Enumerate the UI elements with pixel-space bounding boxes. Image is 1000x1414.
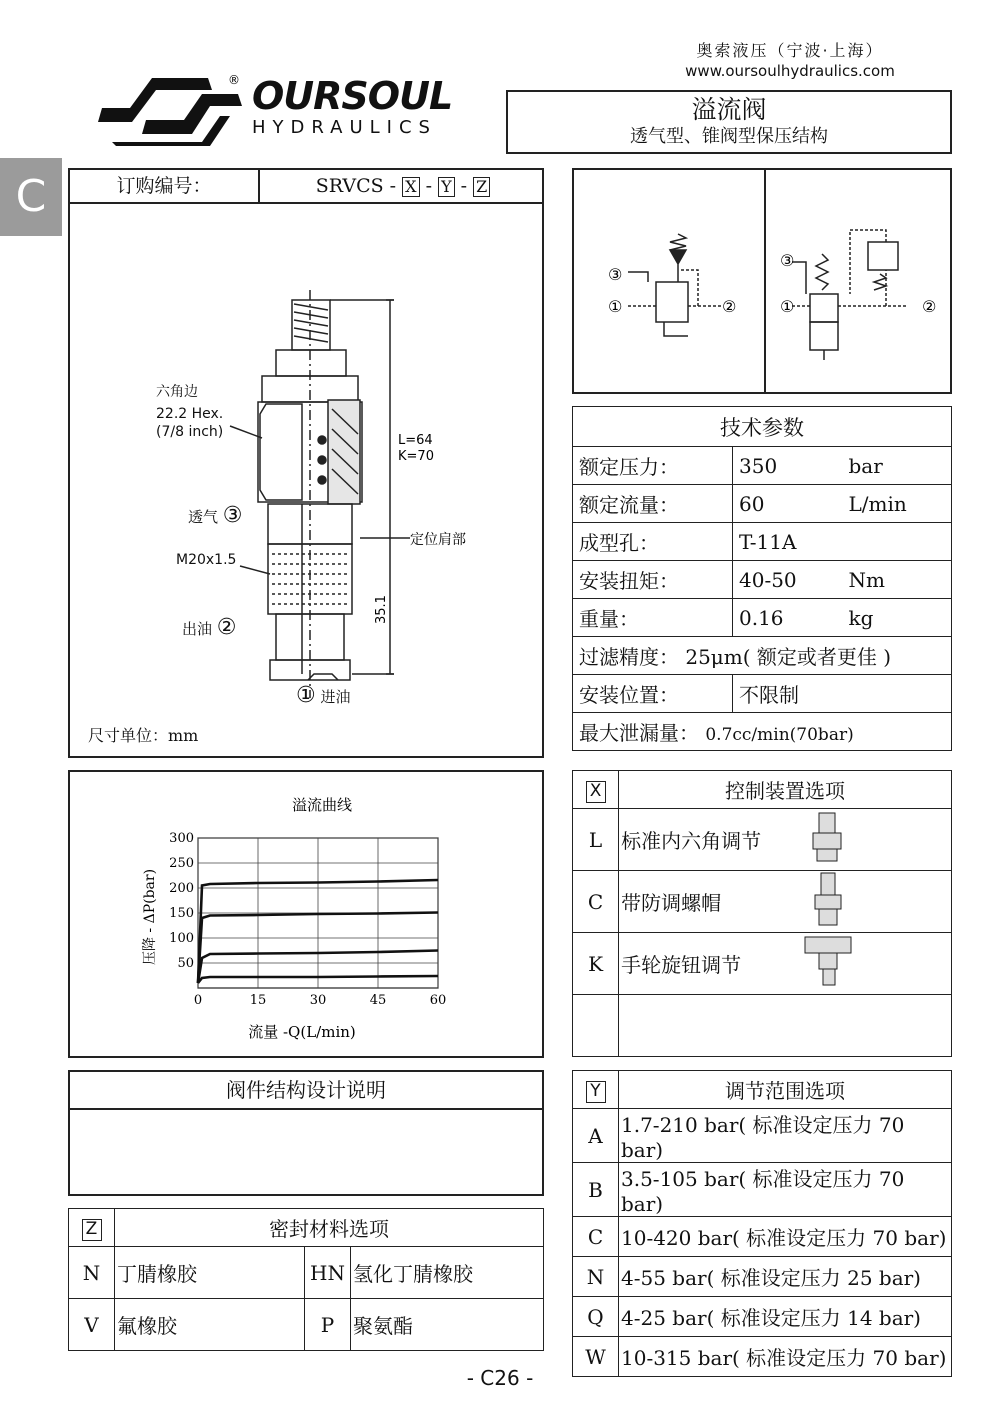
- order-code-y: Y: [438, 177, 455, 197]
- schematic-port3: ③: [608, 265, 623, 284]
- handwheel-knob-icon: [799, 933, 859, 989]
- section-tab[interactable]: C: [0, 158, 62, 236]
- page-title: 溢流阀: [691, 95, 767, 124]
- company-name: 奥索液压（宁波·上海）: [696, 41, 884, 60]
- schematic-port1: ①: [608, 297, 623, 316]
- adjust-item-code: W: [573, 1337, 619, 1377]
- spec-row: [573, 599, 952, 637]
- dim-35-label: 35.1: [374, 595, 389, 624]
- spec-value: 40-50: [733, 561, 843, 599]
- schematic-r-port3: ③: [780, 251, 795, 270]
- adjust-item-label: 10-315 bar( 标准设定压力 70 bar): [619, 1337, 952, 1377]
- adjust-item-code: A: [573, 1109, 619, 1163]
- schematic-r-port2: ②: [922, 297, 937, 316]
- schematic-port2: ②: [722, 297, 737, 316]
- order-code-x: X: [402, 177, 419, 197]
- shoulder-label: 定位肩部: [410, 532, 466, 548]
- spec-unit: bar: [843, 447, 952, 485]
- spec-filter: 过滤精度： 25μm( 额定或者更佳 ): [573, 637, 952, 675]
- chart-xtick-label: 0: [193, 993, 203, 1008]
- schematic-r-port1: ①: [780, 297, 795, 316]
- seal-item-code[interactable]: V: [69, 1299, 115, 1351]
- adjust-item-code: N: [573, 1257, 619, 1297]
- vent-port-label: [188, 503, 243, 528]
- page-subtitle: 透气型、锥阀型保压结构: [630, 126, 828, 147]
- adjust-item-label: 4-55 bar( 标准设定压力 25 bar): [619, 1257, 952, 1297]
- vent-port: ③: [222, 503, 243, 528]
- seal-item-label: 氢化丁腈橡胶: [351, 1247, 544, 1299]
- adjust-table: [572, 1070, 952, 1377]
- chart-xtick-label: 15: [249, 993, 267, 1008]
- seal-row: [69, 1247, 544, 1299]
- order-header: [70, 170, 542, 204]
- adjust-title: 调节范围选项: [619, 1071, 952, 1109]
- seal-row: [69, 1299, 544, 1351]
- chart-xtick-label: 60: [429, 993, 447, 1008]
- length-l-label: L=64: [398, 433, 433, 448]
- order-label: 订购编号：: [70, 170, 260, 202]
- adjust-code: Y: [586, 1081, 606, 1103]
- spec-leak-label: 最大泄漏量：: [579, 721, 699, 745]
- curve-panel: [68, 770, 544, 1058]
- adjust-row[interactable]: [573, 1163, 952, 1217]
- adjust-item-code: B: [573, 1163, 619, 1217]
- website-url[interactable]: www.oursoulhydraulics.com: [685, 62, 895, 80]
- control-item-image-cell: [799, 809, 951, 871]
- spec-row: [573, 675, 952, 713]
- chart-ytick-label: 100: [169, 931, 194, 946]
- spec-label: 安装扭矩：: [573, 561, 733, 599]
- spec-label: 安装位置：: [573, 675, 733, 713]
- control-code-cell: [573, 771, 619, 809]
- seal-item-label: 聚氨酯: [351, 1299, 544, 1351]
- chart-ylabel: 压降 - ΔP(bar): [142, 868, 158, 966]
- spec-row: [573, 523, 952, 561]
- specs-table: [572, 406, 952, 751]
- outlet-port: ②: [216, 615, 237, 640]
- control-item-image-cell: [799, 933, 951, 995]
- design-title: 阀件结构设计说明: [70, 1072, 542, 1110]
- schematic-panel: [572, 168, 952, 394]
- seal-code: Z: [82, 1219, 102, 1241]
- overflow-curve-chart: [70, 772, 542, 1056]
- seal-item-code[interactable]: HN: [305, 1247, 351, 1299]
- chart-title: 溢流曲线: [291, 796, 353, 814]
- page-number: - C26 -: [466, 1366, 534, 1390]
- hex-inch: (7/8 inch): [156, 424, 224, 440]
- unit-note: 尺寸单位：mm: [88, 726, 199, 745]
- control-row[interactable]: [573, 871, 952, 933]
- spec-label: 成型孔：: [573, 523, 733, 561]
- spec-value: T-11A: [733, 523, 843, 561]
- spec-value: 60: [733, 485, 843, 523]
- spec-row: [573, 485, 952, 523]
- chart-ytick-label: 250: [169, 856, 194, 871]
- spec-value: 0.16: [733, 599, 843, 637]
- seal-item-code[interactable]: P: [305, 1299, 351, 1351]
- adjust-code-cell: [573, 1071, 619, 1109]
- spec-row: [573, 637, 952, 675]
- control-item-code: K: [573, 933, 619, 995]
- spec-row: [573, 713, 952, 751]
- order-code-z: Z: [473, 177, 490, 197]
- inlet-port: ①: [296, 683, 316, 708]
- locknut-cap-icon: [799, 871, 859, 927]
- spec-value: 350: [733, 447, 843, 485]
- valve-cross-section: [70, 204, 542, 724]
- adjust-item-label: 1.7-210 bar( 标准设定压力 70 bar): [619, 1109, 952, 1163]
- registered-mark: ®: [228, 73, 240, 87]
- spec-unit: kg: [843, 599, 952, 637]
- seal-options-panel: [68, 1208, 544, 1354]
- vent-label: 透气: [188, 508, 219, 526]
- spec-value: 不限制: [733, 675, 952, 713]
- control-item-code: C: [573, 871, 619, 933]
- specs-panel: [572, 406, 952, 758]
- seal-title: 密封材料选项: [115, 1209, 544, 1247]
- spec-row: [573, 447, 952, 485]
- spec-unit: [843, 523, 952, 561]
- order-code-prefix: SRVCS -: [315, 175, 397, 197]
- spec-unit: Nm: [843, 561, 952, 599]
- outlet-port-label: [182, 615, 237, 640]
- seal-item-label: 丁腈橡胶: [115, 1247, 305, 1299]
- adjust-item-code: C: [573, 1217, 619, 1257]
- control-item-code: L: [573, 809, 619, 871]
- adjust-row[interactable]: [573, 1297, 952, 1337]
- adjust-row[interactable]: [573, 1217, 952, 1257]
- hex-label: 六角边: [156, 384, 198, 400]
- adjust-item-label: 3.5-105 bar( 标准设定压力 70 bar): [619, 1163, 952, 1217]
- control-row[interactable]: [573, 809, 952, 871]
- chart-ytick-label: 300: [169, 831, 194, 846]
- spec-label: 额定流量：: [573, 485, 733, 523]
- control-item-label: 带防调螺帽: [619, 871, 799, 933]
- control-table: [572, 770, 952, 1057]
- brand-bottom: HYDRAULICS: [252, 117, 437, 138]
- seal-item-label: 氟橡胶: [115, 1299, 305, 1351]
- spec-leak-value: 0.7cc/min(70bar): [705, 725, 854, 745]
- control-item-label: 标准内六角调节: [619, 809, 799, 871]
- hex-size: 22.2 Hex.: [156, 406, 224, 422]
- seal-table: [68, 1208, 544, 1351]
- adjust-row[interactable]: [573, 1109, 952, 1163]
- brand-wordmark: [252, 76, 452, 146]
- adjust-row[interactable]: [573, 1257, 952, 1297]
- control-row[interactable]: [573, 933, 952, 995]
- chart-ytick-label: 200: [169, 881, 194, 896]
- adjust-range-panel: [572, 1070, 952, 1370]
- schematic-symbol-right: [766, 170, 950, 392]
- control-code: X: [586, 781, 606, 803]
- spec-row: [573, 561, 952, 599]
- title-box: [506, 90, 952, 154]
- chart-ytick-label: 150: [169, 906, 194, 921]
- brand-top: OURSOUL: [252, 74, 453, 118]
- chart-xtick-label: 30: [309, 993, 327, 1008]
- control-options-panel: [572, 770, 952, 1058]
- length-k-label: K=70: [398, 449, 434, 464]
- control-row-empty: [573, 995, 952, 1057]
- control-item-label: 手轮旋钮调节: [619, 933, 799, 995]
- inlet-label: 进油: [320, 688, 351, 706]
- ordering-panel: [68, 168, 544, 758]
- spec-leak: [573, 713, 952, 751]
- order-code-sep: -: [460, 175, 468, 197]
- specs-title: 技术参数: [573, 407, 952, 447]
- adjust-item-label: 10-420 bar( 标准设定压力 70 bar): [619, 1217, 952, 1257]
- outlet-label: 出油: [182, 620, 213, 638]
- chart-ytick-label: 50: [177, 956, 194, 971]
- inlet-port-label: [296, 683, 351, 708]
- chart-xtick-label: 45: [369, 993, 387, 1008]
- adjust-item-code: Q: [573, 1297, 619, 1337]
- chart-xlabel: 流量 -Q(L/min): [248, 1023, 356, 1041]
- design-notes-panel: [68, 1070, 544, 1196]
- seal-item-code[interactable]: N: [69, 1247, 115, 1299]
- adjust-item-label: 4-25 bar( 标准设定压力 14 bar): [619, 1297, 952, 1337]
- control-item-image-cell: [799, 871, 951, 933]
- spec-label: 额定压力：: [573, 447, 733, 485]
- seal-code-cell: [69, 1209, 115, 1247]
- spec-unit: L/min: [843, 485, 952, 523]
- spec-label: 重量：: [573, 599, 733, 637]
- order-code-sep: -: [425, 175, 433, 197]
- hex-adjust-icon: [799, 809, 859, 865]
- thread-label: M20x1.5: [176, 552, 237, 568]
- control-title: 控制装置选项: [619, 771, 952, 809]
- order-code: [262, 170, 544, 202]
